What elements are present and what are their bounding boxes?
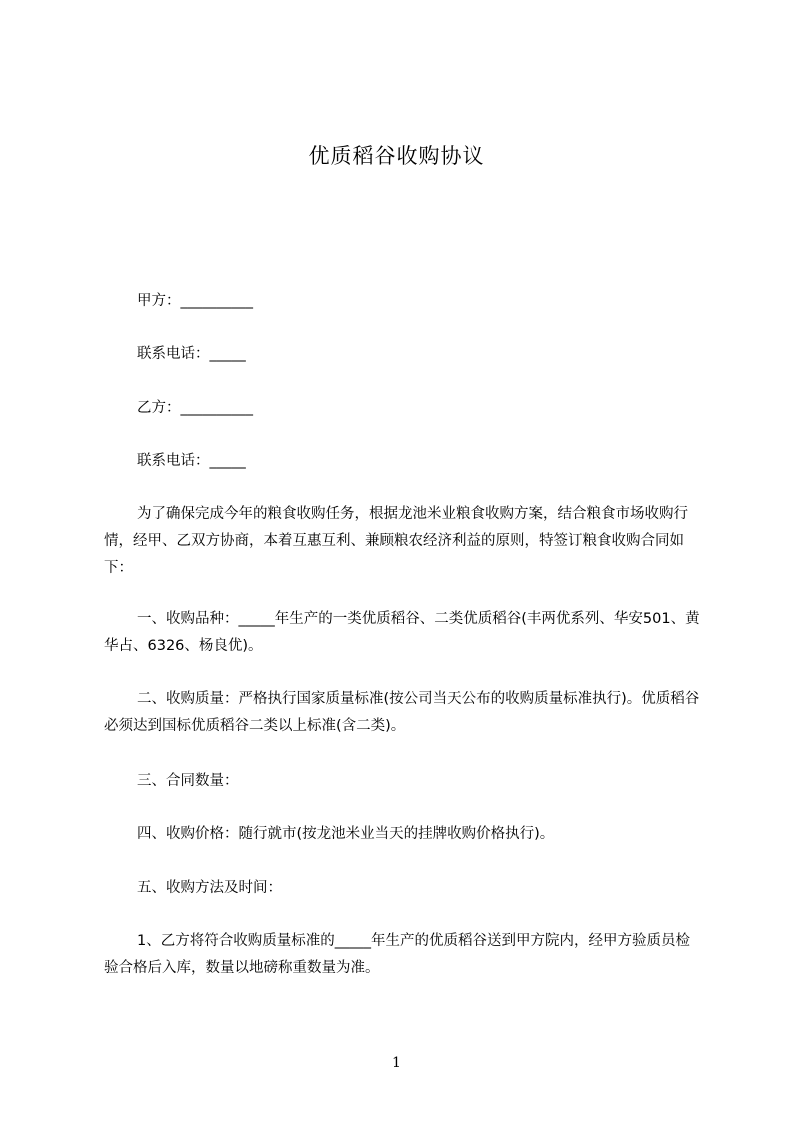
clause-method-item-1: 1、乙方将符合收购质量标准的_____年生产的优质稻谷送到甲方院内，经甲方验质员检验合格后入库，数量以地磅称重数量为准。 [104, 933, 690, 976]
party-a-field: 甲方：__________ [137, 293, 253, 309]
clause-quality: 二、收购质量：严格执行国家质量标准(按公司当天公布的收购质量标准执行)。优质稻谷必须达到国标优质稻谷二类以上标准(含二类)。 [104, 691, 700, 734]
clause-method-heading: 五、收购方法及时间： [137, 880, 282, 896]
party-b-phone-field: 联系电话：_____ [137, 453, 246, 469]
party-b-field: 乙方：__________ [137, 400, 253, 416]
clause-price: 四、收购价格：随行就市(按龙池米业当天的挂牌收购价格执行)。 [137, 826, 555, 842]
document-title: 优质稻谷收购协议 [308, 144, 485, 168]
page-number: 1 [392, 1055, 401, 1071]
intro-paragraph: 为了确保完成今年的粮食收购任务，根据龙池米业粮食收购方案，结合粮食市场收购行情，经甲、乙双方协商，本着互惠互利、兼顾粮农经济利益的原则，特签订粮食收购合同如下： [104, 506, 688, 576]
clause-variety: 一、收购品种：_____年生产的一类优质稻谷、二类优质稻谷(丰两优系列、华安501、黄华占、6326、杨良优)。 [104, 611, 700, 654]
clause-quantity: 三、合同数量： [137, 773, 239, 789]
party-a-phone-field: 联系电话：_____ [137, 346, 246, 362]
